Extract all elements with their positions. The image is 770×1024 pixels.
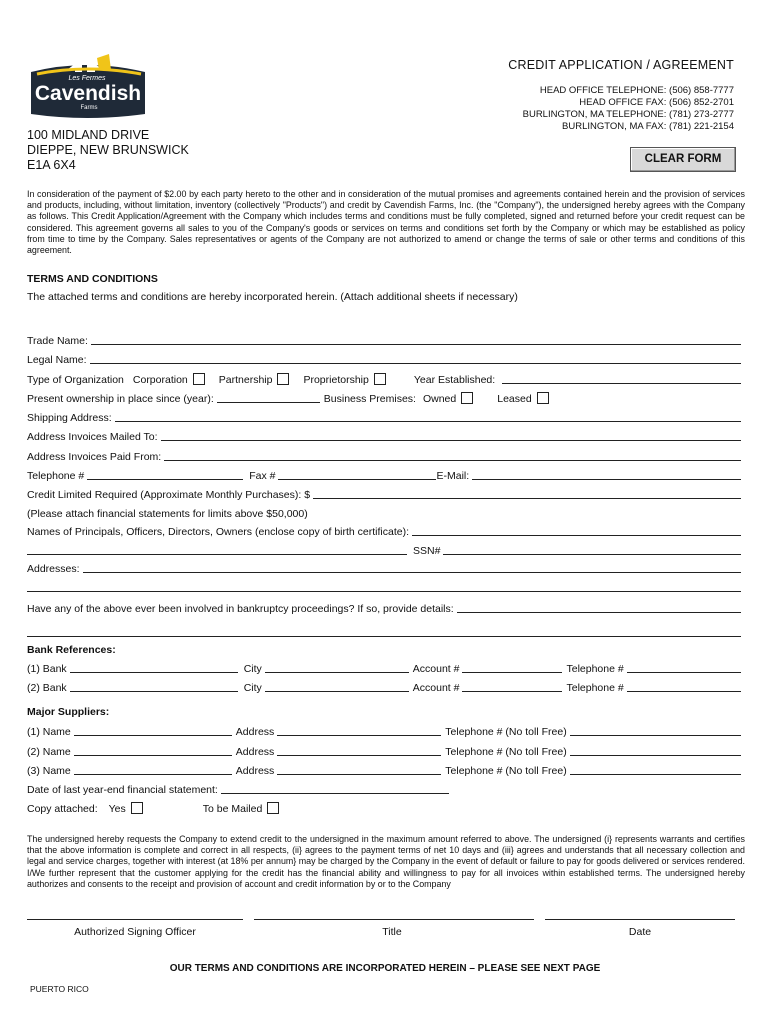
year-established-label: Year Established:	[413, 374, 496, 386]
ssn-label: SSN#	[413, 545, 441, 557]
supplier-row-1	[27, 724, 741, 738]
supplier-3-address-label: Address	[235, 765, 275, 777]
bankruptcy-field-2[interactable]	[27, 627, 741, 637]
supplier-1-telephone-label: Telephone # (No toll Free)	[445, 726, 567, 738]
supplier-3-name-label: (3) Name	[27, 765, 71, 777]
financial-note-row	[27, 506, 741, 520]
supplier-1-telephone-field[interactable]	[570, 726, 741, 736]
address-line2: DIEPPE, NEW BRUNSWICK	[27, 143, 189, 157]
svg-text:Les Fermes: Les Fermes	[68, 75, 106, 82]
invoices-mailed-row	[27, 429, 741, 443]
clear-form-button[interactable]: CLEAR FORM	[630, 147, 736, 172]
bank-2-account-label: Account #	[412, 682, 460, 694]
supplier-2-name-field[interactable]	[74, 746, 232, 756]
to-be-mailed-checkbox[interactable]	[267, 802, 279, 814]
address-line1: 100 MIDLAND DRIVE	[27, 128, 150, 142]
bank-1-account-label: Account #	[412, 663, 460, 675]
supplier-2-telephone-field[interactable]	[570, 746, 741, 756]
supplier-2-name-label: (2) Name	[27, 746, 71, 758]
last-statement-field[interactable]	[221, 784, 449, 794]
major-suppliers-heading: Major Suppliers:	[27, 706, 110, 718]
addresses-field-2[interactable]	[27, 582, 741, 592]
contact-burlington-fax: BURLINGTON, MA FAX: (781) 221-2154	[562, 121, 734, 132]
addresses-row-2	[27, 580, 741, 594]
leased-label: Leased	[497, 393, 532, 405]
ownership-row	[27, 391, 741, 405]
ownership-since-label: Present ownership in place since (year):	[27, 393, 214, 405]
signing-officer-label: Authorized Signing Officer	[74, 926, 196, 938]
title-label: Title	[382, 926, 402, 938]
proprietorship-label: Proprietorship	[303, 374, 369, 386]
credit-limit-field[interactable]	[313, 489, 741, 499]
fax-field[interactable]	[278, 470, 436, 480]
bankruptcy-field[interactable]	[457, 603, 741, 613]
ownership-since-field[interactable]	[217, 393, 320, 403]
partnership-checkbox[interactable]	[277, 373, 289, 385]
supplier-row-2	[27, 744, 741, 758]
supplier-2-address-field[interactable]	[277, 746, 441, 756]
legal-name-label: Legal Name:	[27, 354, 87, 366]
bank-2-city-field[interactable]	[265, 682, 409, 692]
org-type-label: Type of Organization	[27, 374, 124, 386]
trade-name-row	[27, 333, 741, 347]
copy-attached-label: Copy attached:	[27, 803, 98, 815]
supplier-row-3	[27, 763, 741, 777]
addresses-label: Addresses:	[27, 563, 80, 575]
supplier-1-address-field[interactable]	[277, 726, 441, 736]
bank-2-field[interactable]	[70, 682, 238, 692]
addresses-field[interactable]	[83, 563, 741, 573]
business-premises-label: Business Premises:	[323, 393, 416, 405]
bank-1-label: (1) Bank	[27, 663, 67, 675]
proprietorship-checkbox[interactable]	[374, 373, 386, 385]
bankruptcy-row	[27, 601, 741, 615]
bank-2-city-label: City	[243, 682, 262, 694]
org-type-row	[27, 372, 741, 386]
title-line[interactable]	[254, 919, 534, 920]
bank-2-label: (2) Bank	[27, 682, 67, 694]
fax-label: Fax #	[249, 470, 276, 482]
principals-field[interactable]	[412, 526, 741, 536]
last-statement-label: Date of last year-end financial statement:	[27, 784, 218, 796]
supplier-3-name-field[interactable]	[74, 765, 232, 775]
bankruptcy-label: Have any of the above ever been involved in bankruptcy proceedings? If so, provide details:	[27, 603, 454, 615]
telephone-field[interactable]	[87, 470, 243, 480]
bank-2-telephone-label: Telephone #	[566, 682, 624, 694]
last-statement-row	[27, 782, 449, 796]
principals-field-2[interactable]	[27, 545, 407, 555]
copy-attached-row	[27, 801, 741, 815]
shipping-address-label: Shipping Address:	[27, 412, 112, 424]
bank-row-2	[27, 680, 741, 694]
supplier-2-telephone-label: Telephone # (No toll Free)	[445, 746, 567, 758]
yes-label: Yes	[108, 803, 126, 815]
bank-1-field[interactable]	[70, 663, 238, 673]
invoices-paid-label: Address Invoices Paid From:	[27, 451, 162, 463]
supplier-1-address-label: Address	[235, 726, 275, 738]
partnership-label: Partnership	[218, 374, 273, 386]
terms-notice: OUR TERMS AND CONDITIONS ARE INCORPORATED HEREIN – PLEASE SEE NEXT PAGE	[169, 963, 601, 974]
bank-2-telephone-field[interactable]	[627, 682, 741, 692]
owned-checkbox[interactable]	[461, 392, 473, 404]
email-field[interactable]	[472, 470, 741, 480]
ssn-field[interactable]	[443, 545, 741, 555]
shipping-address-row	[27, 410, 741, 424]
financial-note: (Please attach financial statements for limits above $50,000)	[27, 508, 308, 520]
svg-text:Farms: Farms	[80, 105, 98, 111]
credit-limit-label: Credit Limited Required (Approximate Monthly Purchases): $	[27, 489, 311, 501]
supplier-1-name-field[interactable]	[74, 726, 232, 736]
owned-label: Owned	[422, 393, 457, 405]
bank-row-1	[27, 661, 741, 675]
svg-text:Cavendish: Cavendish	[34, 82, 142, 105]
bank-1-city-label: City	[243, 663, 262, 675]
supplier-2-address-label: Address	[235, 746, 275, 758]
credit-limit-row	[27, 487, 741, 501]
addresses-row	[27, 561, 741, 575]
invoices-paid-field[interactable]	[164, 451, 741, 461]
contact-burlington-phone: BURLINGTON, MA TELEPHONE: (781) 273-2777	[522, 109, 734, 120]
cavendish-farms-logo	[27, 52, 153, 120]
ssn-row	[27, 543, 741, 557]
page-title: CREDIT APPLICATION / AGREEMENT	[508, 58, 734, 72]
year-established-field[interactable]	[502, 374, 741, 384]
leased-checkbox[interactable]	[537, 392, 549, 404]
supplier-3-telephone-label: Telephone # (No toll Free)	[445, 765, 567, 777]
signing-officer-line[interactable]	[27, 919, 243, 920]
intro-paragraph: In consideration of the payment of $2.00 by each party hereto to the other and in consideration of the mutual promises and agreements contained herein and the provision of services and products, including, without limitation, inventory (collectively "Products") and credit by Cavendish Farms, Inc. (the "Company"), the undersigned hereby agrees with the Company as follows. This Credit Application/Agreement with the Company which includes terms and conditions must be fully completed, signed and returned before your credit request can be considered. This agreement governs all sales to you of the Company's goods or services on terms and conditions set forth by the Company or which may be established as policy from time to time by the Company. Sales representatives or agents of the Company are not authorized to amend or change the terms of sale or other terms and conditions of this agreement.	[27, 189, 745, 256]
principals-row	[27, 524, 741, 538]
to-be-mailed-label: To be Mailed	[202, 803, 263, 815]
bank-references-heading: Bank References:	[27, 644, 116, 656]
date-label: Date	[628, 926, 652, 938]
terms-text: The attached terms and conditions are hereby incorporated herein. (Attach additional sheets if necessary)	[27, 291, 518, 303]
contact-head-fax: HEAD OFFICE FAX: (506) 852-2701	[579, 97, 734, 108]
bankruptcy-row-2	[27, 625, 741, 639]
terms-heading: TERMS AND CONDITIONS	[27, 273, 158, 285]
email-label: E-Mail:	[436, 470, 470, 482]
legal-name-row	[27, 352, 741, 366]
bank-2-account-field[interactable]	[462, 682, 562, 692]
invoices-paid-row	[27, 449, 741, 463]
supplier-1-name-label: (1) Name	[27, 726, 71, 738]
shipping-address-field[interactable]	[115, 412, 741, 422]
telephone-label: Telephone #	[27, 470, 85, 482]
legal-name-field[interactable]	[90, 354, 741, 364]
supplier-3-address-field[interactable]	[277, 765, 441, 775]
contact-row	[27, 468, 741, 482]
supplier-3-telephone-field[interactable]	[570, 765, 741, 775]
bank-1-city-field[interactable]	[265, 663, 409, 673]
bank-1-telephone-label: Telephone #	[566, 663, 624, 675]
contact-head-phone: HEAD OFFICE TELEPHONE: (506) 858-7777	[539, 85, 734, 96]
address-line3: E1A 6X4	[27, 158, 76, 172]
region-label: PUERTO RICO	[30, 984, 89, 994]
trade-name-field[interactable]	[91, 335, 741, 345]
bank-1-account-field[interactable]	[462, 663, 562, 673]
date-line[interactable]	[545, 919, 735, 920]
corporation-checkbox[interactable]	[193, 373, 205, 385]
invoices-mailed-label: Address Invoices Mailed To:	[27, 431, 158, 443]
copy-attached-yes-checkbox[interactable]	[131, 802, 143, 814]
corporation-label: Corporation	[132, 374, 188, 386]
agreement-paragraph: The undersigned hereby requests the Company to extend credit to the undersigned in the maximum amount referred to above. The undersigned (i} represents warrants and certifies that the above information is complete and correct in all respects, (ii} agrees to the payment terms of net 10 days and (iii} agrees and understands that all necessary collection and legal and service charges, together with interest (at 18% per annum} may be charged by the Company in the event of default or failure to pay for goods delivered or services rendered. I/We further represent that the customer applying for the credit has the financial ability and willingness to pay for all invoices within established terms. The undersigned hereby authorizes and consents to the receipt and provision of account and credit information by or to the Company	[27, 834, 745, 889]
trade-name-label: Trade Name:	[27, 335, 88, 347]
invoices-mailed-field[interactable]	[161, 431, 741, 441]
principals-label: Names of Principals, Officers, Directors, Owners (enclose copy of birth certificate):	[27, 526, 410, 538]
bank-1-telephone-field[interactable]	[627, 663, 741, 673]
